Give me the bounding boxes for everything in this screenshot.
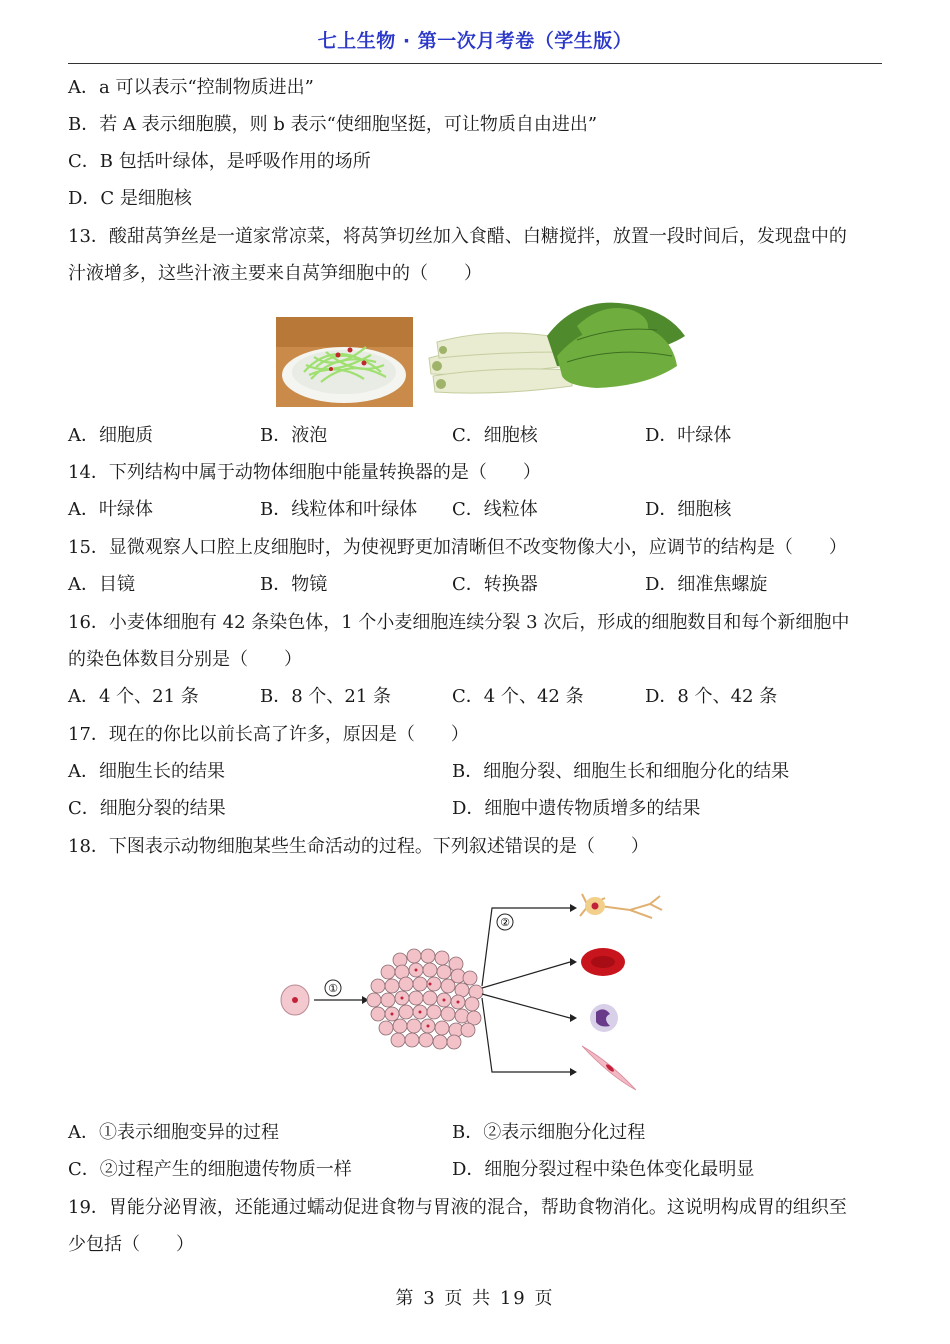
muscle-cell	[582, 1046, 636, 1090]
q15-option-b: B．物镜	[260, 574, 328, 595]
q18-option-c: C．②过程产生的细胞遗传物质一样	[68, 1159, 352, 1180]
q16-option-d: D．8 个、42 条	[645, 686, 778, 707]
red-blood-cell	[581, 948, 625, 976]
q15-stem: 15．显微观察人口腔上皮细胞时，为使视野更加清晰但不改变物像大小，应调节的结构是（ ）	[68, 537, 847, 558]
q12-option-d: D．C 是细胞核	[68, 188, 192, 209]
white-blood-cell	[590, 1004, 618, 1032]
q15-option-a: A．目镜	[68, 574, 135, 595]
q18-option-d: D．细胞分裂过程中染色体变化最明显	[452, 1159, 755, 1180]
page-header-title: 七上生物 · 第一次月考卷（学生版）	[317, 30, 633, 52]
q14-stem: 14．下列结构中属于动物体细胞中能量转换器的是（ ）	[68, 462, 541, 483]
q17-stem: 17．现在的你比以前长高了许多，原因是（ ）	[68, 724, 469, 745]
neuron-cell	[580, 894, 662, 918]
label-2: ②	[500, 916, 510, 929]
q12-option-b: B．若 A 表示细胞膜，则 b 表示“使细胞坚挺，可让物质自由进出”	[68, 114, 598, 135]
q14-option-c: C．线粒体	[452, 499, 538, 520]
cell-division-differentiation-diagram	[270, 876, 670, 1100]
q16-stem-line2: 的染色体数目分别是（ ）	[68, 649, 302, 670]
q15-option-d: D．细准焦螺旋	[645, 574, 768, 595]
q13-stem-line2: 汁液增多，这些汁液主要来自莴笋细胞中的（ ）	[68, 263, 482, 284]
q13-option-b: B．液泡	[260, 425, 328, 446]
q13-option-d: D．叶绿体	[645, 425, 732, 446]
lettuce-stem-image	[427, 296, 689, 406]
q14-option-a: A．叶绿体	[68, 499, 153, 520]
header-divider	[68, 63, 882, 64]
q12-option-a: A．a 可以表示“控制物质进出”	[68, 77, 314, 98]
q16-option-c: C．4 个、42 条	[452, 686, 584, 707]
q16-stem-line1: 16．小麦体细胞有 42 条染色体，1 个小麦细胞连续分裂 3 次后，形成的细胞数目和每个新细胞中	[68, 612, 850, 633]
q18-option-b: B．②表示细胞分化过程	[452, 1122, 646, 1143]
q16-option-b: B．8 个、21 条	[260, 686, 392, 707]
q19-stem-line1: 19．胃能分泌胃液，还能通过蠕动促进食物与胃液的混合，帮助食物消化。这说明构成胃的组织至	[68, 1197, 847, 1218]
q16-option-a: A．4 个、21 条	[68, 686, 199, 707]
q12-option-c: C．B 包括叶绿体，是呼吸作用的场所	[68, 151, 371, 172]
q13-option-a: A．细胞质	[68, 425, 153, 446]
q17-option-a: A．细胞生长的结果	[68, 761, 225, 782]
q15-option-c: C．转换器	[452, 574, 538, 595]
label-1: ①	[328, 982, 338, 995]
lettuce-salad-image	[276, 317, 413, 411]
q13-option-c: C．细胞核	[452, 425, 538, 446]
q14-option-b: B．线粒体和叶绿体	[260, 499, 418, 520]
q19-stem-line2: 少包括（ ）	[68, 1234, 194, 1255]
q18-option-a: A．①表示细胞变异的过程	[68, 1122, 279, 1143]
q17-option-d: D．细胞中遗传物质增多的结果	[452, 798, 701, 819]
q14-option-d: D．细胞核	[645, 499, 732, 520]
q13-stem-line1: 13．酸甜莴笋丝是一道家常凉菜，将莴笋切丝加入食醋、白糖搅拌，放置一段时间后，发现盘中的	[68, 226, 847, 247]
cell-cluster	[367, 949, 483, 1049]
q18-stem: 18．下图表示动物细胞某些生命活动的过程。下列叙述错误的是（ ）	[68, 836, 649, 857]
q17-option-b: B．细胞分裂、细胞生长和细胞分化的结果	[452, 761, 790, 782]
q17-option-c: C．细胞分裂的结果	[68, 798, 226, 819]
page-number: 第 3 页 共 19 页	[395, 1288, 555, 1309]
